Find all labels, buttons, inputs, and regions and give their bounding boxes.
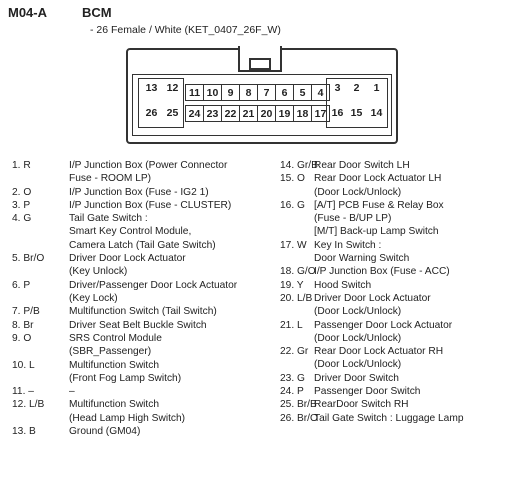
connector-latch-inner: [249, 58, 271, 70]
pin-3: 3: [334, 82, 341, 94]
pin-1: 1: [373, 82, 380, 94]
pin-17: 17: [311, 105, 330, 122]
pin-description: (Front Fog Lamp Switch): [69, 372, 182, 384]
pin-description: Smart Key Control Module,: [69, 226, 192, 238]
pin-number: 4. G: [12, 213, 32, 225]
pin-description: (Key Unlock): [69, 266, 128, 278]
pin-number: 15. O: [280, 173, 305, 185]
pin-description: Driver Door Lock Actuator: [69, 253, 186, 265]
pin-description: (Door Lock/Unlock): [314, 306, 402, 318]
pin-24: 24: [185, 105, 204, 122]
pin-description: Key In Switch :: [314, 239, 382, 251]
pin-description: [A/T] PCB Fuse & Relay Box: [314, 199, 444, 211]
pin-9: 9: [221, 84, 240, 101]
pin-description: Hood Switch: [314, 279, 372, 291]
pin-description: (Key Lock): [69, 292, 118, 304]
pin-description: Rear Door Lock Actuator LH: [314, 173, 442, 185]
pin-number: 22. Gr: [280, 346, 309, 358]
pin-description: Camera Latch (Tail Gate Switch): [69, 239, 216, 251]
pin-description: (Fuse - B/UP LP): [314, 213, 392, 225]
pin-6: 6: [275, 84, 294, 101]
pin-14: 14: [370, 107, 383, 119]
pin-number: 6. P: [12, 279, 31, 291]
pin-26: 26: [145, 107, 158, 119]
pin-number: 19. Y: [280, 279, 304, 291]
pin-description: Driver Seat Belt Buckle Switch: [69, 319, 207, 331]
pin-description: I/P Junction Box (Fuse - CLUSTER): [69, 199, 232, 211]
pin-13: 13: [145, 82, 158, 94]
pin-number: 13. B: [12, 426, 36, 437]
pin-2: 2: [353, 82, 360, 94]
pin-number: 17. W: [280, 239, 307, 251]
pin-description: Tail Gate Switch :: [69, 213, 148, 225]
pin-15: 15: [350, 107, 363, 119]
pin-description: Passenger Door Switch: [314, 386, 421, 398]
pin-number: 10. L: [12, 359, 35, 371]
pin-number: 8. Br: [12, 319, 34, 331]
pin-21: 21: [239, 105, 258, 122]
pin-number: 5. Br/O: [12, 253, 45, 265]
pin-description: Multifunction Switch: [69, 359, 160, 371]
pin-description: Rear Door Lock Actuator RH: [314, 346, 444, 358]
pin-4: 4: [311, 84, 330, 101]
pin-number: 3. P: [12, 199, 31, 211]
pin-description: Multifunction Switch (Tail Switch): [69, 306, 217, 318]
pin-18: 18: [293, 105, 312, 122]
pin-description: Ground (GM04): [69, 426, 141, 437]
pin-description: [M/T] Back-up Lamp Switch: [314, 226, 439, 238]
pin-description: Passenger Door Lock Actuator: [314, 319, 453, 331]
pin-description: Door Warning Switch: [314, 253, 410, 265]
pin-19: 19: [275, 105, 294, 122]
pin-number: 1. R: [12, 160, 31, 171]
pin-20: 20: [257, 105, 276, 122]
pin-number: 16. G: [280, 199, 305, 211]
pin-description: Rear Door Switch LH: [314, 160, 410, 171]
connector-subtitle: - 26 Female / White (KET_0407_26F_W): [90, 24, 281, 36]
pin-11: 11: [185, 84, 204, 101]
pin-description: I/P Junction Box (Power Connector: [69, 160, 228, 171]
pin-number: 21. L: [280, 319, 303, 331]
pin-description: RearDoor Switch RH: [314, 399, 409, 411]
pin-number: 14. Gr/B: [280, 160, 318, 171]
pin-description: Fuse - ROOM LP): [69, 173, 152, 185]
pin-description: I/P Junction Box (Fuse - ACC): [314, 266, 450, 278]
pin-23: 23: [203, 105, 222, 122]
pin-description: (SBR_Passenger): [69, 346, 152, 358]
pin-number: 26. Br/O: [280, 412, 318, 424]
pin-number: 2. O: [12, 186, 32, 198]
pin-8: 8: [239, 84, 258, 101]
pin-25: 25: [166, 107, 179, 119]
pin-number: 18. G/O: [280, 266, 316, 278]
pin-description: (Door Lock/Unlock): [314, 332, 402, 344]
pin-description: (Door Lock/Unlock): [314, 186, 402, 198]
connector-code: M04-A: [8, 5, 48, 20]
pin-description: SRS Control Module: [69, 332, 162, 344]
pin-description: Driver/Passenger Door Lock Actuator: [69, 279, 238, 291]
pin-description: I/P Junction Box (Fuse - IG2 1): [69, 186, 209, 198]
pin-16: 16: [331, 107, 344, 119]
pin-number: 9. O: [12, 332, 32, 344]
pin-10: 10: [203, 84, 222, 101]
pin-number: 11. –: [12, 386, 34, 398]
pin-number: 25. Br/B: [280, 399, 317, 411]
pin-description: –: [69, 386, 75, 398]
pin-description: Tail Gate Switch : Luggage Lamp: [314, 412, 464, 424]
pin-description: Driver Door Lock Actuator: [314, 293, 431, 304]
pin-number: 12. L/B: [12, 399, 45, 411]
pin-number: 23. G: [280, 372, 305, 384]
pin-7: 7: [257, 84, 276, 101]
pin-description: Multifunction Switch: [69, 399, 160, 411]
pin-5: 5: [293, 84, 312, 101]
pin-12: 12: [166, 82, 179, 94]
pin-number: 20. L/B: [280, 293, 313, 304]
pin-number: 7. P/B: [12, 306, 40, 318]
pin-number: 24. P: [280, 386, 304, 398]
pin-description: (Head Lamp High Switch): [69, 412, 186, 424]
pin-description: (Door Lock/Unlock): [314, 359, 402, 371]
pin-22: 22: [221, 105, 240, 122]
pin-description: Driver Door Switch: [314, 372, 399, 384]
connector-title: BCM: [82, 5, 112, 20]
